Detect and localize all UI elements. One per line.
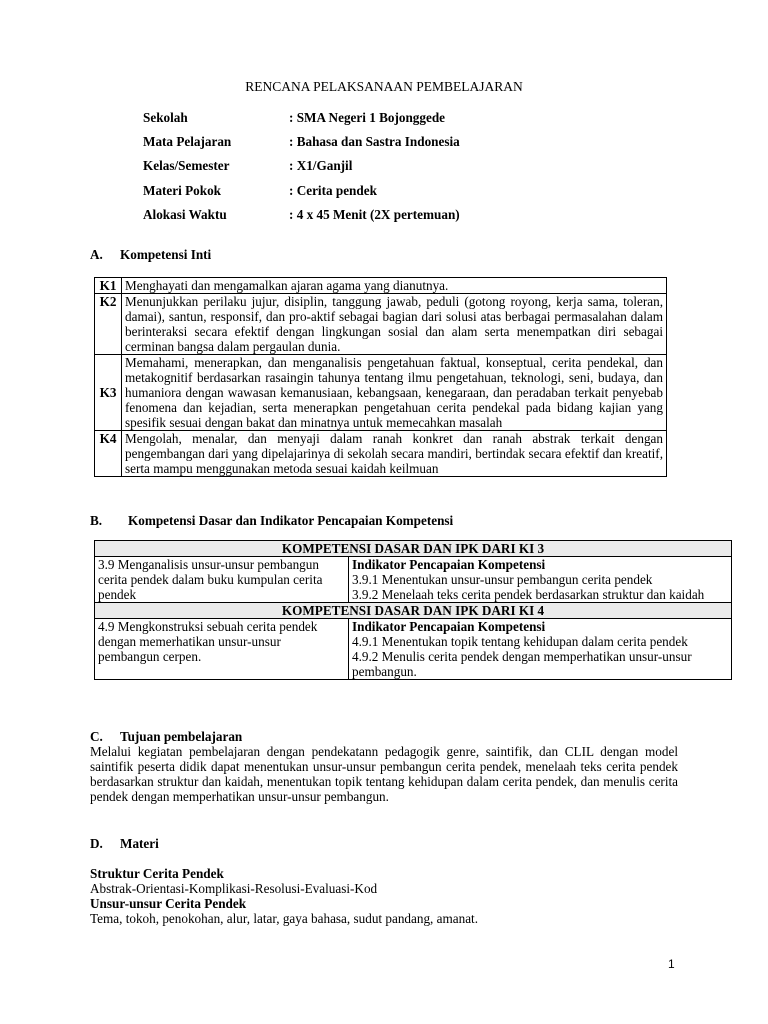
ki-text: Mengolah, menalar, dan menyaji dalam ranah konkret dan ranah abstrak terkait dengan pengembangan dari yang dipelajarinya di sekolah secara mandiri, bertindak secara efektif dan kreatif, serta mampu menggunakan metoda sesuai kaidah keilmuan <box>122 431 667 477</box>
table-row <box>95 355 667 431</box>
ki-code: K2 <box>95 294 122 355</box>
ki-text: Menunjukkan perilaku jujur, disiplin, tanggung jawab, peduli (gotong royong, kerja sama, toleran, damai), santun, responsif, dan pro-aktif sebagai bagian dari solusi atas berbagai permasalahan dalam berinteraksi secara efektif dengan lingkungan sosial dan alam serta menempatkan diri sebagai cerminan bangsa dalam pergaulan dunia. <box>122 294 667 355</box>
table-row <box>95 603 732 619</box>
identity-label: Mata Pelajaran <box>143 134 232 149</box>
table-row <box>95 278 667 294</box>
ki3-ipk-cell <box>349 557 732 603</box>
identity-value: : SMA Negeri 1 Bojonggede <box>289 110 446 125</box>
ki-text: Memahami, menerapkan, dan menganalisis pengetahuan faktual, konseptual, cerita pendekal, dan metakognitif berdasarkan rasaingin tahunya tentang ilmu pengetahuan, teknologi, seni, budaya, dan humaniora dengan wawasan kemanusiaan, kebangsaan, kenegaraan, dan peradaban terkait penyebab fenomena dan kejadian, serta menerapkan pengetahuan cerita pendekal pada bidang kajian yang spesifik sesuai dengan bakat dan minatnya untuk memecahkan masalah <box>122 355 667 431</box>
ipk-item: 4.9.1 Menentukan topik tentang kehidupan dalam cerita pendek <box>352 634 688 649</box>
section-letter: D. <box>90 836 103 851</box>
ipk-title: Indikator Pencapaian Kompetensi <box>352 619 546 634</box>
table-row <box>95 541 732 557</box>
ipk-item: 3.9.2 Menelaah teks cerita pendek berdasarkan struktur dan kaidah <box>352 587 705 602</box>
struktur-text: Abstrak-Orientasi-Komplikasi-Resolusi-Evaluasi-Kod <box>90 881 378 896</box>
document-title: RENCANA PELAKSANAAN PEMBELAJARAN <box>245 79 523 94</box>
table-row <box>95 294 667 355</box>
section-letter: C. <box>90 729 103 744</box>
identity-label: Materi Pokok <box>143 183 222 198</box>
section-d-heading <box>90 836 159 851</box>
identity-label: Sekolah <box>143 110 188 125</box>
identity-value: : Bahasa dan Sastra Indonesia <box>289 134 460 149</box>
ki4-ipk-cell <box>349 619 732 680</box>
ki-text: Menghayati dan mengamalkan ajaran agama yang dianutnya. <box>122 278 667 294</box>
section-c-heading <box>90 729 243 744</box>
struktur-title: Struktur Cerita Pendek <box>90 866 224 881</box>
identity-value: : 4 x 45 Menit (2X pertemuan) <box>289 207 460 222</box>
ki4-header: KOMPETENSI DASAR DAN IPK DARI KI 4 <box>95 603 732 619</box>
ki-code: K3 <box>95 355 122 431</box>
ki3-kd-cell: 3.9 Menganalisis unsur-unsur pembangun cerita pendek dalam buku kumpulan cerita pendek <box>95 557 349 603</box>
ki-code: K1 <box>95 278 122 294</box>
ki-code: K4 <box>95 431 122 477</box>
identity-value: : X1/Ganjil <box>289 158 353 173</box>
ipk-item: 4.9.2 Menulis cerita pendek dengan memperhatikan unsur-unsur pembangun. <box>352 649 692 679</box>
section-letter: A. <box>90 247 103 262</box>
ki3-header: KOMPETENSI DASAR DAN IPK DARI KI 3 <box>95 541 732 557</box>
ki4-kd-cell: 4.9 Mengkonstruksi sebuah cerita pendek dengan memerhatikan unsur-unsur pembangun cerpen. <box>95 619 349 680</box>
kompetensi-dasar-table <box>94 540 732 680</box>
table-row <box>95 619 732 680</box>
page-number: 1 <box>668 957 675 971</box>
unsur-text: Tema, tokoh, penokohan, alur, latar, gaya bahasa, sudut pandang, amanat. <box>90 911 479 926</box>
section-title: Tujuan pembelajaran <box>120 729 243 744</box>
section-a-heading <box>90 247 212 262</box>
section-letter: B. <box>90 513 103 528</box>
section-b-heading <box>90 513 454 528</box>
identity-label: Alokasi Waktu <box>143 207 227 222</box>
section-title: Kompetensi Inti <box>120 247 212 262</box>
table-row <box>95 431 667 477</box>
unsur-title: Unsur-unsur Cerita Pendek <box>90 896 247 911</box>
tujuan-paragraph: Melalui kegiatan pembelajaran dengan pendekatann pedagogik genre, saintifik, dan CLIL dengan model saintifik peserta didik dapat menentukan unsur-unsur pembangun cerita pendek, menelaah teks cerita pendek berdasarkan struktur dan kaidah, menentukan topik tentang kehidupan dalam cerita pendek, dan menulis cerita pendek dengan memperhatikan unsur-unsur pembangun. <box>90 744 678 804</box>
identity-label: Kelas/Semester <box>143 158 230 173</box>
section-title: Kompetensi Dasar dan Indikator Pencapaian Kompetensi <box>128 513 454 528</box>
kompetensi-inti-table <box>94 277 667 477</box>
ipk-item: 3.9.1 Menentukan unsur-unsur pembangun cerita pendek <box>352 572 653 587</box>
ipk-title: Indikator Pencapaian Kompetensi <box>352 557 546 572</box>
section-title: Materi <box>120 836 159 851</box>
table-row <box>95 557 732 603</box>
identity-value: : Cerita pendek <box>289 183 377 198</box>
